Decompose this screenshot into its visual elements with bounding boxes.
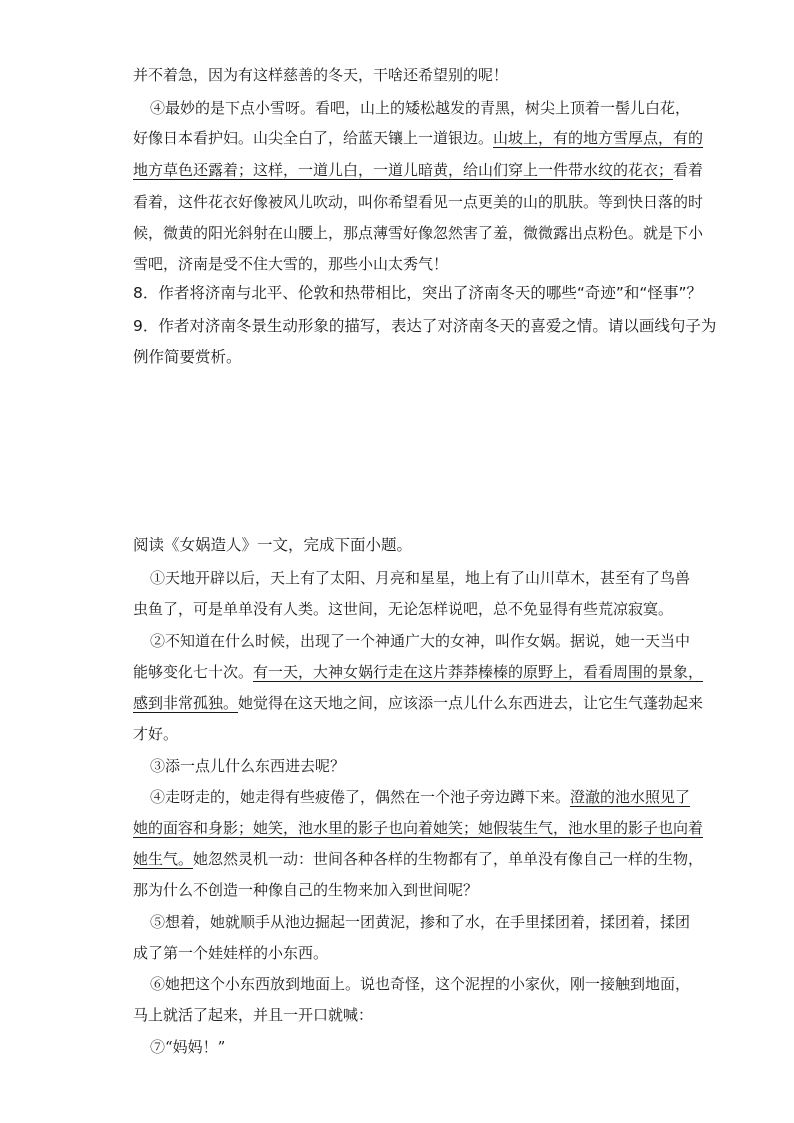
paragraph-line — [150, 787, 690, 807]
underlined-sentence: 她的面容和身影；她笑，池水里的影子也向着她笑；她假装生气，池水里的影子也向着 — [133, 819, 704, 837]
text-segment: 她觉得在这天地之间，应该添一点儿什么东西进去，让它生气蓬勃起来 — [238, 694, 704, 712]
paragraph-line — [150, 631, 690, 651]
text-segment: 那为什么不创造一种像自己的生物来加入到世间呢？ — [133, 881, 479, 899]
paragraph-line — [133, 192, 703, 212]
paragraph-line — [133, 128, 703, 148]
paragraph-line — [150, 98, 690, 118]
text-segment: ⑥她把这个小东西放到地面上。说也奇怪，这个泥捏的小家伙，刚一接触到地面， — [150, 975, 691, 993]
paragraph-line — [133, 818, 703, 838]
reading-intro: 阅读《女娲造人》一文，完成下面小题。 — [133, 536, 413, 554]
text-segment: 虫鱼了，可是单单没有人类。这世间，无论怎样说吧，总不免显得有些荒凉寂寞。 — [133, 600, 674, 618]
text-segment: 看着 — [673, 161, 704, 179]
paragraph-line — [133, 65, 508, 85]
text-segment: 马上就活了起来，并且一开口就喊： — [133, 1006, 374, 1024]
text-segment: 看着，这件花衣好像被风儿吹动，叫你希望看见一点更美的山的肌肤。等到快日落的时 — [133, 193, 704, 211]
paragraph-line — [133, 223, 703, 243]
underlined-sentence: 地方草色还露着；这样，一道儿白，一道儿暗黄，给山们穿上一件带水纹的花衣； — [133, 161, 674, 179]
paragraph-line — [133, 662, 703, 682]
paragraph-line — [133, 693, 703, 713]
text-segment: 候，微黄的阳光斜射在山腰上，那点薄雪好像忽然害了羞，微微露出点粉色。就是下小 — [133, 224, 704, 242]
text-segment: ①天地开辟以后，天上有了太阳、月亮和星星，地上有了山川草木，甚至有了鸟兽 — [150, 569, 691, 587]
underlined-sentence: 有一天，大神女娲行走在这片莽莽榛榛的原野上，看看周围的景象， — [253, 663, 704, 681]
paragraph-line — [133, 880, 478, 900]
paragraph-line — [150, 568, 690, 588]
text-segment: 她忽然灵机一动：世间各种各样的生物都有了，单单没有像自己一样的生物， — [193, 850, 704, 868]
question-8: 8．作者将济南与北平、伦敦和热带相比，突出了济南冬天的哪些“奇迹”和“怪事”？ — [133, 284, 702, 302]
paragraph-line — [133, 943, 328, 963]
question-9: 9．作者对济南冬景生动形象的描写，表达了对济南冬天的喜爱之情。请以画线句子为 — [133, 317, 717, 335]
text-segment: 雪吧，济南是受不住大雪的，那些小山太秀气！ — [133, 255, 449, 273]
text-segment: 才好。 — [133, 725, 179, 743]
paragraph-line — [150, 974, 690, 994]
paragraph-line — [133, 1005, 373, 1025]
text-segment: 能够变化七十次。 — [133, 663, 254, 681]
paragraph-line — [133, 849, 703, 869]
paragraph-line — [150, 756, 345, 776]
paragraph-line — [150, 1037, 225, 1057]
text-segment: 并不着急，因为有这样慈善的冬天，干啥还希望别的呢！ — [133, 66, 509, 84]
text-segment: 成了第一个娃娃样的小东西。 — [133, 944, 329, 962]
underlined-sentence: 感到非常孤独。 — [133, 694, 239, 712]
text-segment: ②不知道在什么时候，出现了一个神通广大的女神，叫作女娲。据说，她一天当中 — [150, 632, 691, 650]
text-segment: ⑦“妈妈！” — [150, 1038, 226, 1056]
text-segment: ⑤想着，她就顺手从池边掘起一团黄泥，掺和了水，在手里揉团着，揉团着，揉团 — [150, 913, 691, 931]
underlined-sentence: 山坡上，有的地方雪厚点，有的 — [493, 129, 704, 147]
text-segment: ④走呀走的，她走得有些疲倦了，偶然在一个池子旁边蹲下来。 — [150, 788, 571, 806]
paragraph-line — [150, 912, 690, 932]
text-segment: 好像日本看护妇。山尖全白了，给蓝天镶上一道银边。 — [133, 129, 494, 147]
underlined-sentence: 她生气。 — [133, 850, 194, 868]
paragraph-line — [133, 254, 448, 274]
paragraph-line — [133, 160, 703, 180]
underlined-sentence: 澄澈的池水照见了 — [570, 788, 691, 806]
question-9-continued: 例作简要赏析。 — [133, 348, 242, 366]
paragraph-line — [133, 724, 178, 744]
paragraph-line — [133, 599, 673, 619]
text-segment: ③添一点儿什么东西进去呢？ — [150, 757, 346, 775]
text-segment: ④最妙的是下点小雪呀。看吧，山上的矮松越发的青黑，树尖上顶着一髻儿白花， — [150, 99, 691, 117]
